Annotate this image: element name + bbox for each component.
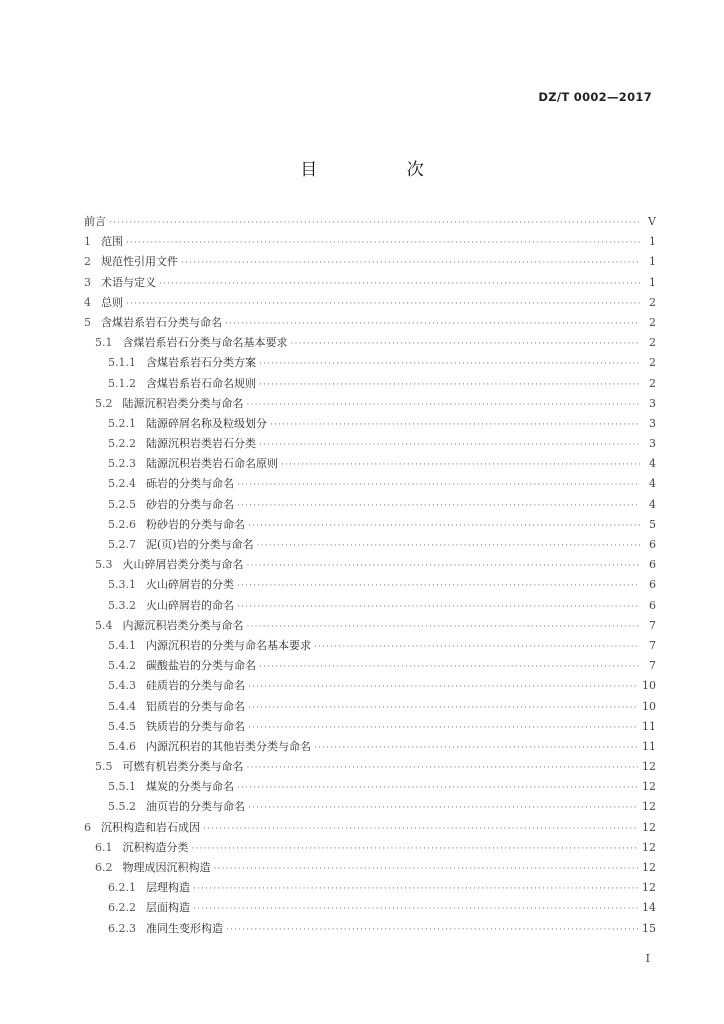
toc-entry-title: 总则 — [101, 295, 123, 309]
toc-entry-title: 层理构造 — [146, 881, 190, 895]
toc-entry[interactable] — [84, 232, 656, 252]
toc-entry[interactable] — [84, 515, 656, 535]
toc-entry-page: 7 — [649, 618, 656, 632]
toc-entry-page: 7 — [649, 659, 656, 673]
toc-entry[interactable] — [84, 596, 656, 616]
toc-entry-title: 油页岩的分类与命名 — [146, 800, 245, 814]
toc-entry-title: 术语与定义 — [101, 275, 156, 289]
toc-entry-title: 可燃有机岩类分类与命名 — [122, 760, 244, 774]
toc-entry-page: 12 — [642, 861, 656, 874]
toc-entry-number: 5.3 — [95, 558, 113, 572]
toc-entry[interactable] — [84, 717, 656, 737]
toc-entry-number: 5.5.1 — [108, 780, 136, 794]
toc-entry[interactable] — [84, 797, 656, 817]
dot-leader — [248, 798, 638, 818]
toc-entry-page: 11 — [642, 719, 656, 733]
toc-entry-title: 准同生变形构造 — [146, 921, 223, 935]
toc-entry-number: 6.2.1 — [108, 881, 136, 895]
dot-leader — [237, 597, 640, 617]
toc-entry-page: Ⅴ — [648, 215, 656, 228]
toc-entry[interactable] — [84, 353, 656, 373]
toc-entry-number: 5.2.6 — [108, 517, 136, 531]
toc-entry-number: 4 — [84, 295, 91, 309]
dot-leader — [248, 677, 638, 697]
toc-entry-number: 5.3.1 — [108, 578, 136, 592]
toc-entry-title: 硅质岩的分类与命名 — [146, 679, 245, 693]
toc-entry-page: 3 — [649, 437, 656, 451]
toc-entry[interactable] — [84, 878, 656, 898]
toc-entry-title: 层面构造 — [146, 901, 190, 915]
dot-leader — [126, 233, 640, 253]
toc-entry[interactable] — [84, 919, 656, 939]
dot-leader — [237, 475, 640, 495]
toc-entry[interactable] — [84, 535, 656, 555]
toc-entry-number: 1 — [84, 235, 91, 249]
toc-entry-title: 陆源沉积岩类岩石命名原则 — [146, 457, 278, 471]
toc-entry-page: 6 — [649, 578, 656, 592]
dot-leader — [270, 415, 640, 435]
toc-entry[interactable] — [84, 212, 656, 232]
toc-entry-title: 前言 — [84, 215, 106, 228]
toc-entry-title: 含煤岩系岩石分类与命名基本要求 — [122, 336, 288, 350]
toc-entry-title: 范围 — [101, 235, 123, 249]
dot-leader — [248, 718, 638, 738]
toc-entry-title: 陆源沉积岩类岩石分类 — [146, 437, 256, 451]
toc-entry[interactable] — [84, 616, 656, 636]
toc-entry-page: 4 — [649, 457, 656, 471]
toc-entry-page: 7 — [649, 638, 656, 652]
toc-entry-page: 12 — [642, 820, 656, 834]
dot-leader — [247, 758, 639, 778]
toc-entry-number: 2 — [84, 255, 91, 269]
toc-entry-title: 含煤岩系岩石分类方案 — [146, 356, 256, 370]
toc-entry-number: 5.4.2 — [108, 659, 136, 673]
toc-entry[interactable] — [84, 898, 656, 918]
toc-entry[interactable] — [84, 474, 656, 494]
dot-leader — [214, 859, 639, 879]
dot-leader — [181, 253, 640, 273]
toc-entry[interactable] — [84, 333, 656, 353]
dot-leader — [193, 899, 638, 919]
table-of-contents — [84, 212, 656, 939]
toc-entry-title: 沉积构造和岩石成因 — [101, 820, 200, 834]
toc-entry[interactable] — [84, 495, 656, 515]
toc-entry-title: 火山碎屑岩的分类 — [146, 578, 234, 592]
toc-entry[interactable] — [84, 737, 656, 757]
dot-leader — [237, 778, 638, 798]
toc-entry-number: 5.3.2 — [108, 598, 136, 612]
toc-entry[interactable] — [84, 434, 656, 454]
toc-entry-page: 2 — [649, 336, 656, 350]
toc-entry-title: 规范性引用文件 — [101, 255, 178, 269]
toc-entry-number: 5.2.5 — [108, 497, 136, 511]
toc-entry[interactable] — [84, 575, 656, 595]
toc-entry-page: 12 — [642, 800, 656, 814]
toc-entry-number: 6.1 — [95, 840, 113, 854]
toc-entry[interactable] — [84, 777, 656, 797]
toc-entry-number: 5.4.3 — [108, 679, 136, 693]
toc-entry-number: 5.2.3 — [108, 457, 136, 471]
toc-entry-number: 5.2.7 — [108, 538, 136, 551]
dot-leader — [192, 839, 639, 859]
dot-leader — [247, 617, 641, 637]
dot-leader — [314, 637, 640, 657]
toc-entry-number: 6.2 — [95, 861, 113, 874]
dot-leader — [248, 698, 638, 718]
toc-entry[interactable] — [84, 252, 656, 272]
dot-leader — [259, 657, 640, 677]
toc-entry-title: 煤炭的分类与命名 — [146, 780, 234, 794]
dot-leader — [259, 435, 640, 455]
toc-entry-title: 泥(页)岩的分类与命名 — [146, 538, 254, 551]
toc-entry-number: 5 — [84, 315, 91, 329]
toc-entry-page: 10 — [642, 699, 656, 713]
toc-entry-page: 3 — [649, 416, 656, 430]
toc-entry-page: 12 — [642, 780, 656, 794]
dot-leader — [291, 334, 641, 354]
toc-entry-number: 5.4.6 — [108, 739, 136, 753]
toc-entry-number: 5.5.2 — [108, 800, 136, 814]
toc-entry-number: 5.5 — [95, 760, 113, 774]
toc-entry[interactable] — [84, 313, 656, 333]
toc-entry-number: 3 — [84, 275, 91, 289]
dot-leader — [109, 213, 640, 233]
toc-entry-title: 内源沉积岩的其他岩类分类与命名 — [146, 739, 311, 753]
toc-entry[interactable] — [84, 818, 656, 838]
toc-entry-title: 火山碎屑岩的命名 — [146, 598, 234, 612]
toc-entry-page: 12 — [642, 881, 656, 895]
toc-entry-page: 11 — [642, 739, 656, 753]
toc-entry[interactable] — [84, 858, 656, 878]
toc-entry-number: 5.2.4 — [108, 477, 136, 491]
toc-entry-number: 6 — [84, 820, 91, 834]
toc-entry[interactable] — [84, 273, 656, 293]
toc-entry-number: 5.4.5 — [108, 719, 136, 733]
dot-leader — [314, 738, 638, 758]
toc-entry-page: 12 — [642, 760, 656, 774]
dot-leader — [225, 314, 640, 334]
toc-entry-number: 5.4.4 — [108, 699, 136, 713]
toc-entry-number: 5.2 — [95, 396, 113, 410]
toc-entry-page: 6 — [649, 558, 656, 572]
toc-entry-page: 1 — [649, 255, 656, 269]
dot-leader — [247, 395, 641, 415]
toc-entry-page: 2 — [649, 315, 656, 329]
toc-entry-title: 含煤岩系岩石命名规则 — [146, 376, 256, 390]
toc-entry-page: 2 — [649, 356, 656, 370]
toc-entry-page: 6 — [649, 538, 656, 551]
dot-leader — [226, 920, 638, 940]
toc-entry-title: 火山碎屑岩类分类与命名 — [122, 558, 244, 572]
toc-entry-page: 1 — [649, 275, 656, 289]
dot-leader — [237, 496, 640, 516]
dot-leader — [248, 516, 640, 536]
dot-leader — [259, 375, 640, 395]
toc-entry-title: 砾岩的分类与命名 — [146, 477, 234, 491]
dot-leader — [237, 576, 640, 596]
toc-entry[interactable] — [84, 676, 656, 696]
toc-entry-title: 陆源碎屑名称及粒级划分 — [146, 416, 267, 430]
toc-entry[interactable] — [84, 293, 656, 313]
dot-leader — [193, 879, 638, 899]
toc-entry-number: 6.2.3 — [108, 921, 136, 935]
toc-entry-number: 5.4 — [95, 618, 113, 632]
dot-leader — [257, 536, 640, 556]
toc-entry-title: 内源沉积岩类分类与命名 — [122, 618, 244, 632]
toc-entry[interactable] — [84, 697, 656, 717]
toc-entry-number: 5.2.1 — [108, 416, 136, 430]
toc-entry-page: 14 — [642, 901, 656, 915]
toc-entry[interactable] — [84, 394, 656, 414]
document-code: DZ/T 0002—2017 — [538, 90, 652, 104]
toc-entry-title: 铁质岩的分类与命名 — [146, 719, 245, 733]
toc-entry-title: 粉砂岩的分类与命名 — [146, 517, 245, 531]
toc-entry-title: 含煤岩系岩石分类与命名 — [101, 315, 222, 329]
toc-entry-title: 内源沉积岩的分类与命名基本要求 — [146, 638, 311, 652]
toc-entry[interactable] — [84, 838, 656, 858]
toc-entry-number: 6.2.2 — [108, 901, 136, 915]
toc-entry-title: 砂岩的分类与命名 — [146, 497, 234, 511]
toc-entry-page: 4 — [649, 477, 656, 491]
toc-entry[interactable] — [84, 636, 656, 656]
dot-leader — [247, 556, 641, 576]
toc-entry[interactable] — [84, 656, 656, 676]
toc-entry[interactable] — [84, 454, 656, 474]
page-number: I — [645, 952, 650, 965]
toc-entry-page: 12 — [642, 840, 656, 854]
toc-entry[interactable] — [84, 414, 656, 434]
dot-leader — [159, 274, 640, 294]
toc-entry-number: 5.1.1 — [108, 356, 136, 370]
toc-entry-number: 5.1 — [95, 336, 113, 350]
toc-entry-page: 2 — [649, 295, 656, 309]
toc-entry-number: 5.2.2 — [108, 437, 136, 451]
toc-entry-page: 5 — [649, 517, 656, 531]
toc-entry-number: 5.1.2 — [108, 376, 136, 390]
toc-entry-title: 碳酸盐岩的分类与命名 — [146, 659, 256, 673]
toc-entry-title: 沉积构造分类 — [122, 840, 189, 854]
toc-entry-page: 2 — [649, 376, 656, 390]
toc-entry-page: 6 — [649, 598, 656, 612]
toc-entry[interactable] — [84, 757, 656, 777]
toc-entry-page: 10 — [642, 679, 656, 693]
page-title: 目 次 — [300, 160, 466, 180]
dot-leader — [259, 354, 640, 374]
toc-entry-page: 3 — [649, 396, 656, 410]
dot-leader — [126, 294, 640, 314]
toc-entry-title: 物理成因沉积构造 — [122, 861, 211, 874]
toc-entry-page: 15 — [642, 921, 656, 935]
dot-leader — [281, 455, 640, 475]
toc-entry-page: 4 — [649, 497, 656, 511]
dot-leader — [203, 819, 638, 839]
toc-entry[interactable] — [84, 555, 656, 575]
toc-entry-number: 5.4.1 — [108, 638, 136, 652]
toc-entry-title: 铝质岩的分类与命名 — [146, 699, 245, 713]
toc-entry[interactable] — [84, 374, 656, 394]
toc-entry-page: 1 — [649, 235, 656, 249]
toc-entry-title: 陆源沉积岩类分类与命名 — [122, 396, 244, 410]
